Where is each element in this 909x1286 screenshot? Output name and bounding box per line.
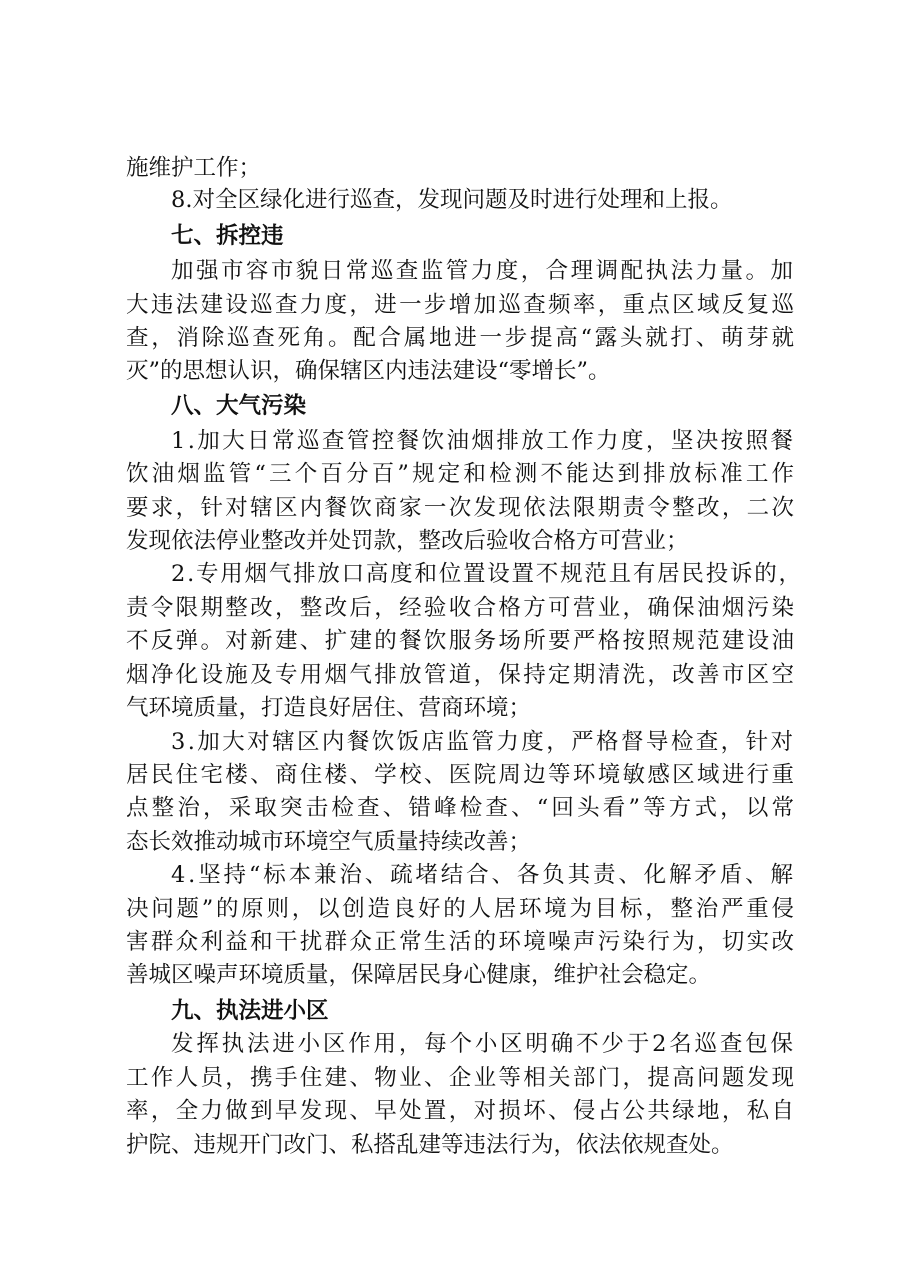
text-line: 大违法建设巡查力度，进一步增加巡查频率，重点区域反复巡: [126, 292, 797, 318]
text-line: 施维护工作；: [126, 155, 262, 181]
text-line: 8.对全区绿化进行巡查，发现问题及时进行处理和上报。: [171, 187, 733, 213]
text-line: 烟净化设施及专用烟气排放管道，保持定期清洗，改善市区空: [126, 662, 797, 688]
text-line: 工作人员，携手住建、物业、企业等相关部门，提高问题发现: [126, 1065, 797, 1091]
text-line: 发挥执法进小区作用，每个小区明确不少于2名巡查包保: [171, 1031, 796, 1057]
text-line: 点整治，采取突击检查、错峰检查、“回头看”等方式，以常: [126, 795, 798, 821]
text-line: 2.专用烟气排放口高度和位置设置不规范且有居民投诉的，: [171, 561, 803, 587]
text-line: 1.加大日常巡查管控餐饮油烟排放工作力度，坚决按照餐: [171, 428, 796, 454]
text-line: 要求，针对辖区内餐饮商家一次发现依法限期责令整改，二次: [126, 495, 797, 521]
text-line: 责令限期整改，整改后，经验收合格方可营业，确保油烟污染: [126, 595, 797, 621]
text-line: 气环境质量，打造良好居住、营商环境；: [126, 695, 532, 721]
text-line: 护院、违规开门改门、私搭乱建等违法行为，依法依规查处。: [126, 1132, 734, 1158]
text-line: 态长效推动城市环境空气质量持续改善；: [126, 829, 532, 855]
section-heading: 七、拆控违: [171, 223, 284, 249]
text-line: 饮油烟监管“三个百分百”规定和检测不能达到排放标准工作: [126, 461, 798, 487]
text-line: 加强市容市貌日常巡查监管力度，合理调配执法力量。加: [171, 258, 796, 284]
text-line: 善城区噪声环境质量，保障居民身心健康，维护社会稳定。: [126, 962, 712, 988]
text-line: 害群众利益和干扰群众正常生活的环境噪声污染行为，切实改: [126, 929, 797, 955]
text-line: 发现依法停业整改并处罚款，整改后验收合格方可营业；: [126, 528, 689, 554]
text-line: 居民住宅楼、商住楼、学校、医院周边等环境敏感区域进行重: [126, 762, 797, 788]
text-line: 不反弹。对新建、扩建的餐饮服务场所要严格按照规范建设油: [126, 628, 797, 654]
text-line: 决问题”的原则，以创造良好的人居环境为目标，整治严重侵: [126, 896, 797, 922]
section-heading: 八、大气污染: [171, 393, 307, 419]
text-line: 率，全力做到早发现、早处置，对损坏、侵占公共绿地，私自: [126, 1098, 797, 1124]
text-line: 灭”的思想认识，确保辖区内违法建设“零增长”。: [126, 358, 611, 384]
text-line: 查，消除巡查死角。配合属地进一步提高“露头就打、萌芽就: [126, 325, 797, 351]
text-line: 4.坚持“标本兼治、疏堵结合、各负其责、化解矛盾、解: [171, 862, 796, 888]
text-line: 3.加大对辖区内餐饮饭店监管力度，严格督导检查，针对: [171, 729, 796, 755]
section-heading: 九、执法进小区: [171, 998, 329, 1024]
